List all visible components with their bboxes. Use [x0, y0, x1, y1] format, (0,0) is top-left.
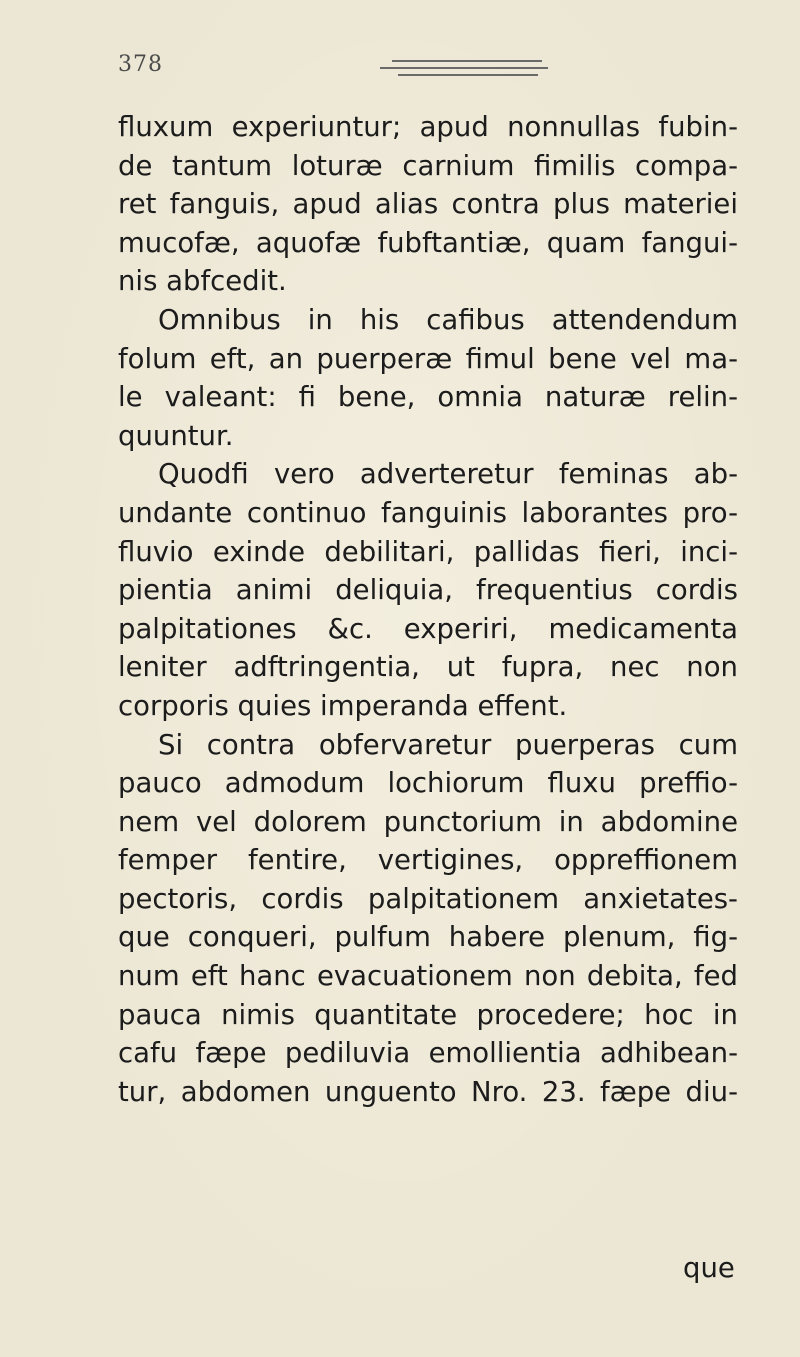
header-rule: [380, 67, 548, 69]
header-rule: [392, 60, 542, 62]
text-line: Quodfi vero adverteretur feminas ab-: [158, 458, 738, 491]
text-line: Omnibus in his cafibus attendendum: [158, 303, 738, 336]
text-line: nis abfcedit.: [118, 265, 287, 298]
page-number: 378: [118, 52, 163, 77]
text-line: que conqueri, pulfum habere plenum, fig-: [118, 921, 738, 954]
text-line: fluxum experiuntur; apud nonnullas fubin-: [118, 111, 738, 143]
text-line: mucofæ, aquofæ fubftantiæ, quam fangui-: [118, 226, 738, 259]
text-line: undante continuo fanguinis laborantes pro-: [118, 496, 738, 529]
text-line: femper fentire, vertigines, oppreffionem: [118, 844, 738, 877]
text-line: palpitationes &c. experiri, medicamenta: [118, 612, 738, 645]
text-line: fluvio exinde debilitari, pallidas fieri, inci-: [118, 535, 738, 568]
header-rule: [398, 74, 538, 76]
catchword: que: [683, 1252, 735, 1284]
text-line: leniter adftringentia, ut fupra, nec non: [118, 651, 738, 684]
text-line: quuntur.: [118, 419, 234, 452]
text-line: le valeant: fi bene, omnia naturæ relin-: [118, 381, 738, 414]
text-line: pauco admodum lochiorum fluxu preffio-: [118, 767, 738, 800]
text-line: folum eft, an puerperæ fimul bene vel ma-: [118, 342, 738, 375]
text-line: ret fanguis, apud alias contra plus materiei: [118, 188, 738, 221]
text-line: nem vel dolorem punctorium in abdomine: [118, 805, 738, 838]
text-line: corporis quies imperanda effent.: [118, 689, 568, 722]
text-line: cafu fæpe pediluvia emollientia adhibean-: [118, 1037, 738, 1070]
text-line: num eft hanc evacuationem non debita, fed: [118, 960, 738, 993]
text-line: pauca nimis quantitate procedere; hoc in: [118, 998, 738, 1031]
text-line: tur, abdomen unguento Nro. 23. fæpe diu-: [118, 1075, 738, 1108]
text-line: de tantum loturæ carnium fimilis compa-: [118, 149, 738, 182]
text-line: pectoris, cordis palpitationem anxietates-: [118, 882, 738, 915]
body-text: [118, 108, 738, 1111]
text-line: pientia animi deliquia, frequentius cordis: [118, 574, 738, 607]
text-line: Si contra obfervaretur puerperas cum: [158, 728, 738, 761]
